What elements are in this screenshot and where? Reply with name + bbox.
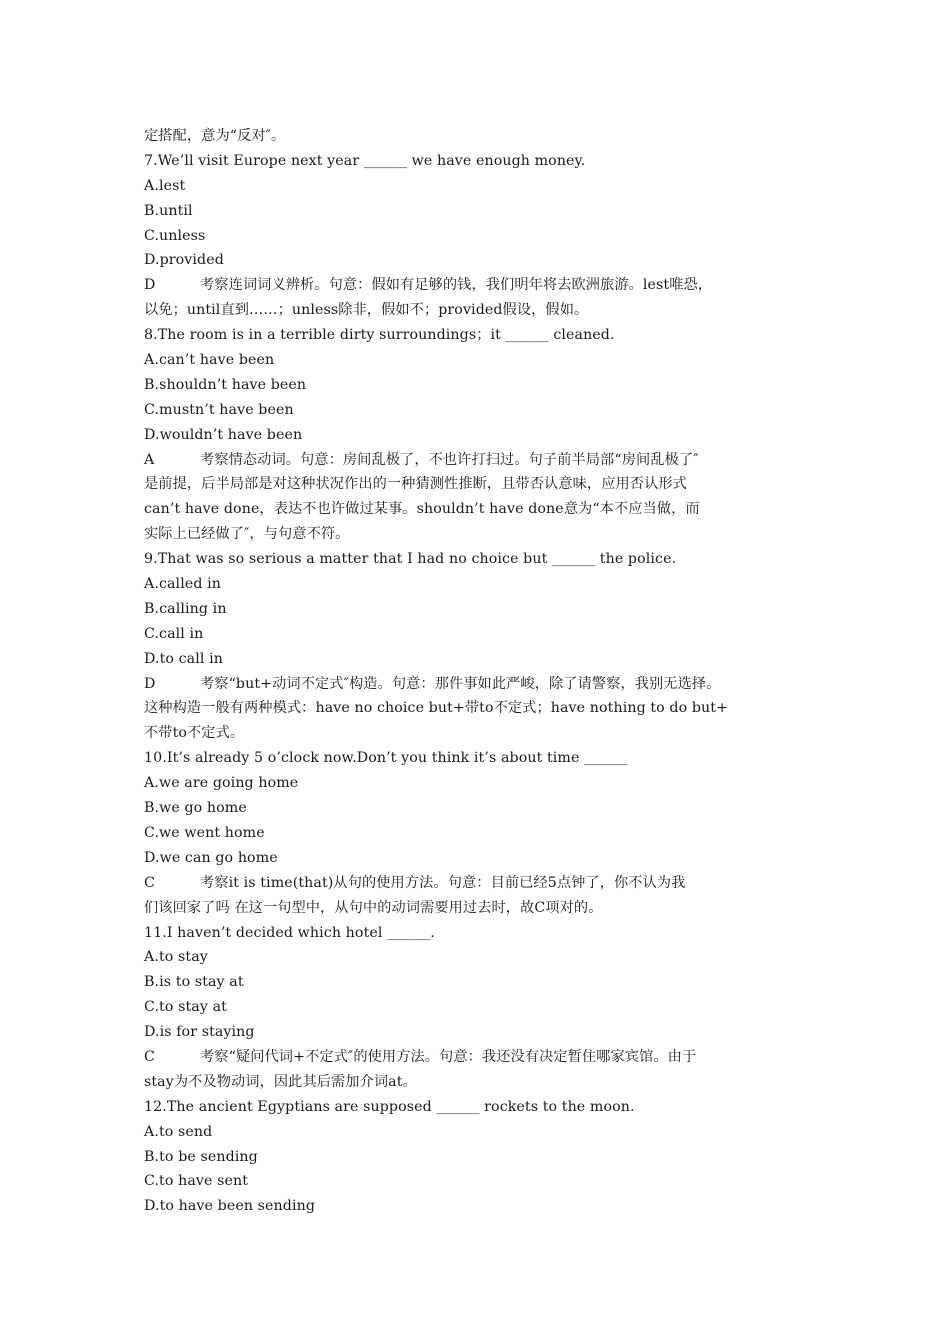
option-line: C.call in <box>144 625 204 642</box>
explanation-line: 这种构造一般有两种模式：have no choice but+带to不定式；have nothing to do but+ <box>144 700 729 717</box>
option-line: A.to send <box>144 1123 213 1140</box>
answer-explanation: 考察“but+动词不定式″构造。句意：那件事如此严峻，除了请警察，我别无选择。 <box>200 675 721 692</box>
option-line: D.wouldn’t have been <box>144 426 303 443</box>
option-line: C.unless <box>144 227 206 244</box>
option-line: C.mustn’t have been <box>144 401 294 418</box>
option-line: B.shouldn’t have been <box>144 376 307 393</box>
explanation-line: stay为不及物动词，因此其后需加介词at。 <box>144 1073 417 1090</box>
option-line: A.to stay <box>144 949 208 966</box>
document-page <box>144 124 824 1219</box>
option-line: A.we are going home <box>144 775 299 792</box>
option-line: B.we go home <box>144 800 247 817</box>
option-line: C.to stay at <box>144 999 227 1016</box>
option-line: B.is to stay at <box>144 974 244 991</box>
answer-explanation: 考察“疑问代词+不定式″的使用方法。句意：我还没有决定暂住哪家宾馆。由于 <box>200 1048 697 1065</box>
question-line: 12.The ancient Egyptians are supposed ______ rockets to the moon. <box>144 1098 635 1115</box>
explanation-line: 定搭配，意为“反对″。 <box>144 128 286 144</box>
answer-explanation: 考察情态动词。句意：房间乱极了，不也许打扫过。句子前半局部“房间乱极了″ <box>200 451 699 468</box>
option-line: D.is for staying <box>144 1024 255 1041</box>
answer-key: C <box>144 874 155 891</box>
answer-line <box>144 448 824 473</box>
explanation-line: 们该回家了吗 在这一句型中，从句中的动词需要用过去时，故C项对的。 <box>144 899 603 916</box>
answer-explanation: 考察it is time(that)从句的使用方法。句意：目前已经5点钟了，你不认为我 <box>200 874 686 891</box>
explanation-line: 以免；until直到……；unless除非，假如不；provided假设，假如。 <box>144 302 589 319</box>
explanation-line: 实际上已经做了″，与句意不符。 <box>144 526 350 543</box>
explanation-line: 不带to不定式。 <box>144 725 245 742</box>
answer-key: C <box>144 1048 155 1065</box>
answer-line <box>144 672 824 697</box>
answer-key: D <box>144 675 156 692</box>
answer-key: A <box>144 451 155 468</box>
option-line: C.to have sent <box>144 1173 249 1190</box>
question-line: 11.I haven’t decided which hotel ______. <box>144 924 435 941</box>
option-line: B.to be sending <box>144 1148 258 1165</box>
question-line: 10.It’s already 5 o’clock now.Don’t you think it’s about time ______ <box>144 750 628 767</box>
option-line: D.to call in <box>144 650 223 667</box>
answer-key: D <box>144 277 156 294</box>
option-line: A.can’t have been <box>144 352 275 369</box>
answer-explanation: 考察连词词义辨析。句意：假如有足够的钱，我们明年将去欧洲旅游。lest唯恐， <box>200 277 713 294</box>
answer-line <box>144 871 824 896</box>
explanation-line: 是前提，后半局部是对这种状况作出的一种猜测性推断，且带否认意味，应用否认形式 <box>144 476 687 493</box>
explanation-line: can’t have done，表达不也许做过某事。shouldn’t have done意为“本不应当做，而 <box>144 501 700 518</box>
option-line: B.calling in <box>144 600 227 617</box>
question-line: 9.That was so serious a matter that I had no choice but ______ the police. <box>144 551 677 568</box>
option-line: B.until <box>144 202 193 219</box>
question-line: 7.We’ll visit Europe next year ______ we have enough money. <box>144 152 586 169</box>
answer-line <box>144 273 824 298</box>
option-line: D.to have been sending <box>144 1198 316 1215</box>
option-line: A.called in <box>144 576 221 593</box>
option-line: D.provided <box>144 252 224 269</box>
answer-line <box>144 1045 824 1070</box>
question-line: 8.The room is in a terrible dirty surroundings；it ______ cleaned. <box>144 327 615 344</box>
option-line: D.we can go home <box>144 849 278 866</box>
option-line: A.lest <box>144 177 186 194</box>
option-line: C.we went home <box>144 824 265 841</box>
